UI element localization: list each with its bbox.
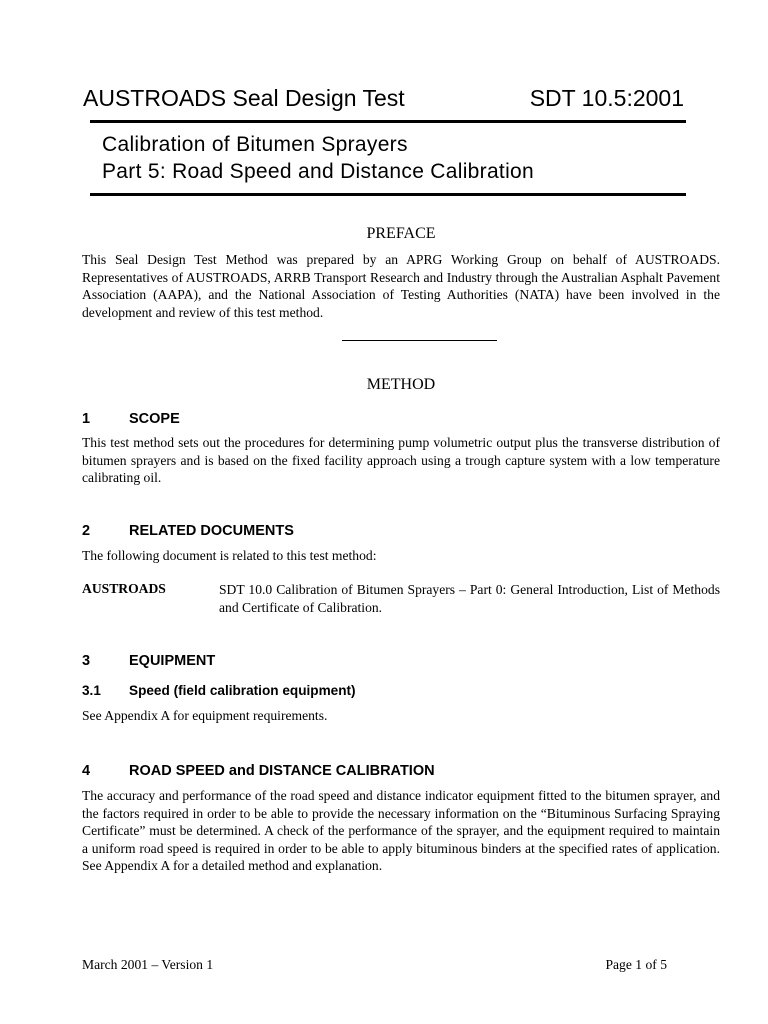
header-rule-top	[90, 120, 686, 123]
document-code: SDT 10.5:2001	[529, 85, 684, 111]
section-2-title: RELATED DOCUMENTS	[129, 523, 294, 539]
section-1-title: SCOPE	[129, 411, 180, 427]
subsection-3-1-number: 3.1	[82, 683, 101, 698]
section-1-text: This test method sets out the procedures for determining pump volumetric output plus the transverse distribution of bitumen sprayers and is based on the fixed facility approach using a trough capture system with a low temperature calibrating oil.	[82, 435, 720, 486]
related-doc-entry: SDT 10.0 Calibration of Bitumen Sprayers – Part 0: General Introduction, List of Methods and Certificate of Calibration.	[219, 582, 720, 615]
section-3-title: EQUIPMENT	[129, 653, 216, 669]
preface-heading: PREFACE	[366, 225, 436, 242]
section-4-title: ROAD SPEED and DISTANCE CALIBRATION	[129, 763, 435, 779]
method-heading: METHOD	[366, 376, 436, 393]
subsection-3-1-title: Speed (field calibration equipment)	[129, 683, 356, 698]
footer-version: March 2001 – Version 1	[82, 957, 214, 972]
section-1-number: 1	[82, 411, 91, 427]
section-4-number: 4	[82, 763, 91, 779]
document-title: AUSTROADS Seal Design Test	[83, 85, 405, 111]
section-4-text: The accuracy and performance of the road speed and distance indicator equipment fitted to the bitumen sprayer, and the factors required in order to be able to provide the necessary information on the “Bituminous Surfacing Spraying Certificate” must be determined. A check of the performance of the sprayer, and the equipment required to maintain a uniform road speed is required in order to be able to apply bituminous binders at the specified rates of application. See Appendix A for a detailed method and explanation.	[82, 788, 720, 874]
subsection-3-1-text: See Appendix A for equipment requirements.	[82, 708, 328, 723]
header-rule-bottom	[90, 193, 686, 196]
section-2-number: 2	[82, 523, 91, 539]
footer-page-number: Page 1 of 5	[605, 957, 667, 972]
separator-line	[342, 340, 497, 341]
section-3-number: 3	[82, 653, 91, 669]
section-2-intro: The following document is related to this test method:	[82, 548, 377, 563]
subtitle-line-1: Calibration of Bitumen Sprayers	[102, 133, 408, 156]
related-doc-org: AUSTROADS	[82, 581, 166, 596]
subtitle-line-2: Part 5: Road Speed and Distance Calibration	[102, 160, 534, 183]
preface-text: This Seal Design Test Method was prepared by an APRG Working Group on behalf of AUSTROADS. Representatives of AUSTROADS, ARRB Transport Research and Industry through the Australian Asphalt Pavement Association (AAPA), and the National Association of Testing Authorities (NATA) have been involved in the development and review of this test method.	[82, 252, 720, 320]
